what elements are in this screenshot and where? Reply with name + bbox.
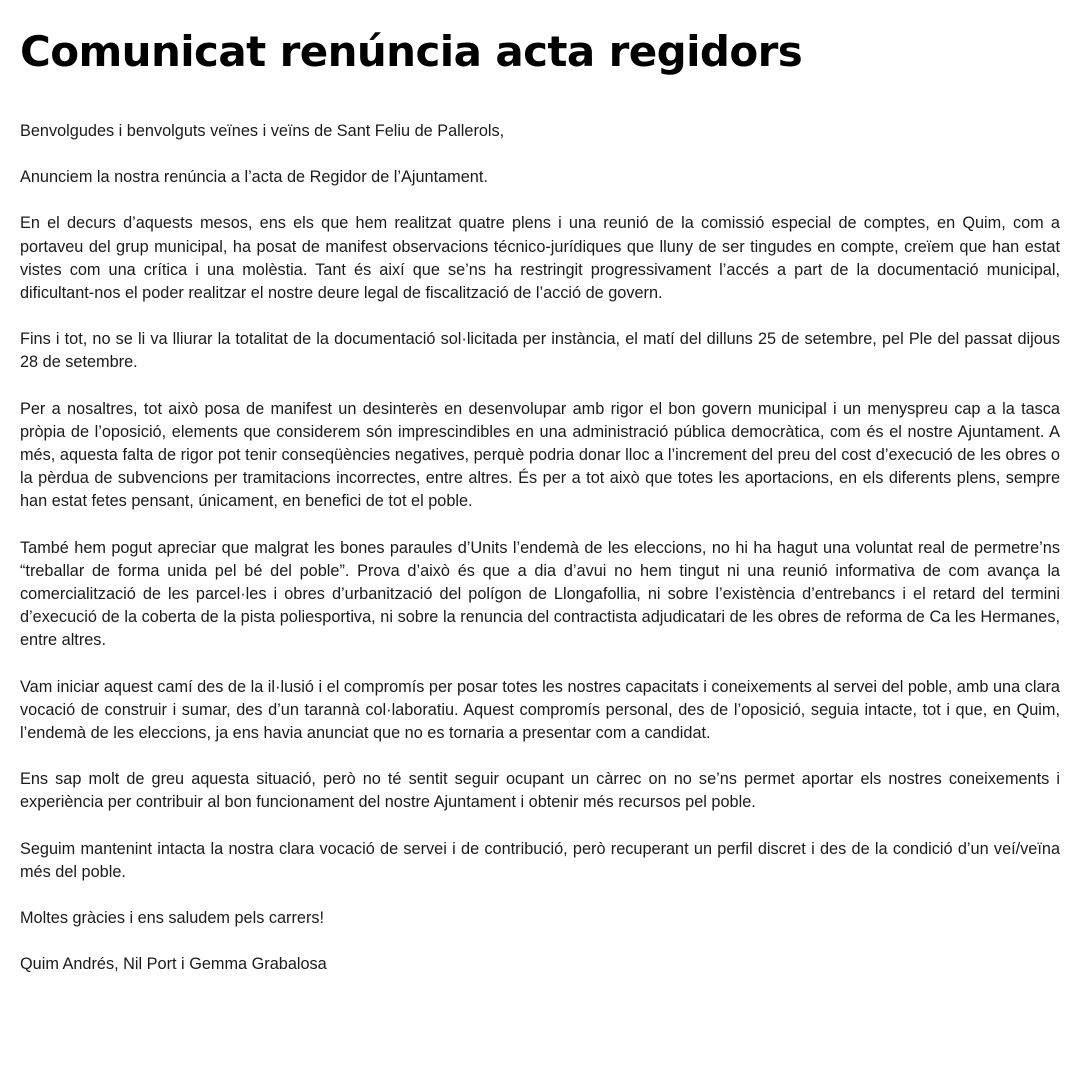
body-paragraph: Per a nosaltres, tot això posa de manifest un desinterès en desenvolupar amb rigor el bon govern municipal i un menyspreu cap a la tasca pròpia de l’oposició, elements que considerem són imprescindibles en una administració pública democràtica, com és el nostre Ajuntament. A més, aquesta falta de rigor pot tenir conseqüències negatives, perquè podria donar lloc a l’increment del preu del cost d’execució de les obres o la pèrdua de subvencions per tramitacions incorrectes, entre altres. És per a tot això que totes les aportacions, en els diferents plens, sempre han estat fetes pensant, únicament, en benefici de tot el poble. [20, 399, 1060, 511]
announcement-paragraph: Anunciem la nostra renúncia a l’acta de Regidor de l’Ajuntament. [20, 168, 488, 187]
signature: Quim Andrés, Nil Port i Gemma Grabalosa [20, 955, 327, 974]
body-paragraph: Vam iniciar aquest camí des de la il·lusió i el compromís per posar totes les nostres capacitats i coneixements al servei del poble, amb una clara vocació de construir i sumar, des d’un tarannà col·laboratiu. Aquest compromís personal, des de l’oposició, seguia intacte, tot i que, en Quim, l’endemà de les eleccions, ja ens havia anunciat que no es tornaria a presentar com a candidat. [20, 677, 1060, 743]
greeting-paragraph: Benvolgudes i benvolguts veïnes i veïns de Sant Feliu de Pallerols, [20, 122, 505, 140]
body-paragraph: Ens sap molt de greu aquesta situació, però no té sentit seguir ocupant un càrrec on no se’ns permet aportar els nostres coneixements i experiència per contribuir al bon funcionament del nostre Ajuntament i obtenir més recursos pel poble. [20, 770, 1060, 812]
closing-paragraph: Moltes gràcies i ens saludem pels carrers! [20, 909, 325, 928]
body-paragraph: També hem pogut apreciar que malgrat les bones paraules d’Units l’endemà de les eleccions, no hi ha hagut una voluntat real de permetre’ns “treballar de forma unida pel bé del poble”. Prova d’això és que a dia d’avui no hem tingut ni una reunió informativa de com avança la comercialització de les parcel·les i obres d’urbanització del polígon de Llongafollia, ni sobre l’existència d’entrebancs i el retard del termini d’execució de la coberta de la pista poliesportiva, ni sobre la renuncia del contractista adjudicatari de les obres de reforma de Ca les Hermanes, entre altres. [20, 538, 1060, 650]
page-title: Comunicat renúncia acta regidors [20, 27, 803, 76]
article-body [20, 120, 1060, 976]
article [20, 22, 1060, 999]
body-paragraph: Fins i tot, no se li va lliurar la totalitat de la documentació sol·licitada per instància, el matí del dilluns 25 de setembre, pel Ple del passat dijous 28 de setembre. [20, 330, 1060, 372]
body-paragraph: Seguim mantenint intacta la nostra clara vocació de servei i de contribució, però recuperant un perfil discret i des de la condició d’un veí/veïna més del poble. [20, 839, 1060, 881]
body-paragraph: En el decurs d’aquests mesos, ens els que hem realitzat quatre plens i una reunió de la comissió especial de comptes, en Quim, com a portaveu del grup municipal, ha posat de manifest observacions técnico-jurídiques que lluny de ser tingudes en compte, creïem que han estat vistes com una crítica i una molèstia. Tant és així que se’ns ha restringit progressivament l’accés a part de la documentació municipal, dificultant-nos el poder realitzar el nostre deure legal de fiscalització de l’acció de govern. [20, 214, 1060, 303]
